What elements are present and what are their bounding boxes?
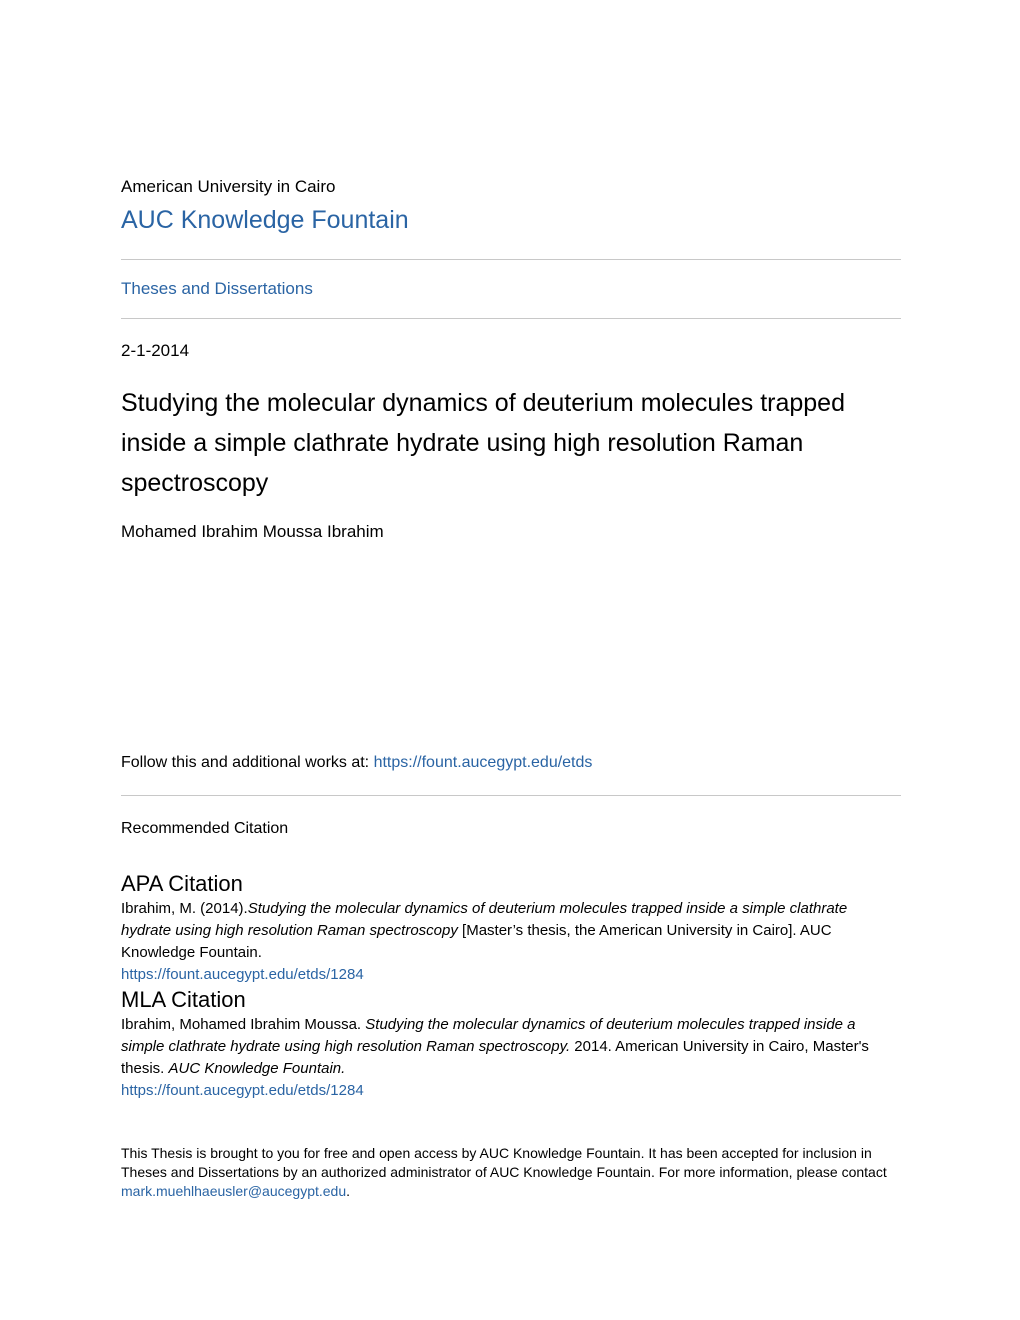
mla-citation-text	[121, 1014, 901, 1102]
follow-line	[121, 753, 901, 773]
footer-text: This Thesis is brought to you for free and open access by AUC Knowledge Fountain. It has been accepted for inclusion in Theses and Dissertations by an authorized administrator of AUC Knowledge Fountain. For more information, please contact	[121, 1145, 887, 1180]
footer-end: .	[346, 1183, 351, 1199]
collection-link[interactable]: https://fount.aucegypt.edu/etds	[373, 754, 593, 771]
divider	[121, 318, 901, 319]
divider	[121, 795, 901, 796]
divider	[121, 259, 901, 260]
recommended-citation-heading: Recommended Citation	[121, 820, 289, 837]
author-name: Mohamed Ibrahim Moussa Ibrahim	[121, 522, 384, 541]
mla-title: Studying the molecular dynamics of deuterium molecules trapped inside a simple clathrate hydrate using high resolution Raman spectroscopy.	[121, 1016, 856, 1055]
mla-url-link[interactable]: https://fount.aucegypt.edu/etds/1284	[121, 1082, 364, 1099]
contact-email-link[interactable]: mark.muehlhaeusler@aucegypt.edu	[121, 1183, 347, 1199]
apa-url-link[interactable]: https://fount.aucegypt.edu/etds/1284	[121, 966, 364, 983]
apa-citation-text	[121, 898, 901, 986]
apa-suffix: [Master’s thesis, the American University in Cairo]. AUC Knowledge Fountain.	[121, 922, 832, 961]
institution-name: American University in Cairo	[121, 177, 336, 196]
apa-prefix: Ibrahim, M. (2014).	[121, 900, 248, 917]
apa-citation-heading: APA Citation	[121, 871, 243, 896]
series-link[interactable]: Theses and Dissertations	[121, 279, 313, 298]
mla-prefix: Ibrahim, Mohamed Ibrahim Moussa.	[121, 1016, 366, 1033]
publication-date: 2-1-2014	[121, 341, 190, 360]
repository-link[interactable]: AUC Knowledge Fountain	[121, 206, 409, 234]
mla-citation-heading: MLA Citation	[121, 987, 246, 1012]
mla-middle: 2014. American University in Cairo, Master's thesis.	[121, 1038, 869, 1077]
document-title: Studying the molecular dynamics of deuterium molecules trapped inside a simple clathrate hydrate using high resolution Raman spectroscopy	[121, 389, 845, 497]
follow-text: Follow this and additional works at:	[121, 754, 374, 771]
footer-notice	[121, 1144, 901, 1201]
mla-source: AUC Knowledge Fountain.	[168, 1060, 346, 1077]
apa-title: Studying the molecular dynamics of deuterium molecules trapped inside a simple clathrate hydrate using high resolution Raman spectroscopy	[121, 900, 848, 939]
